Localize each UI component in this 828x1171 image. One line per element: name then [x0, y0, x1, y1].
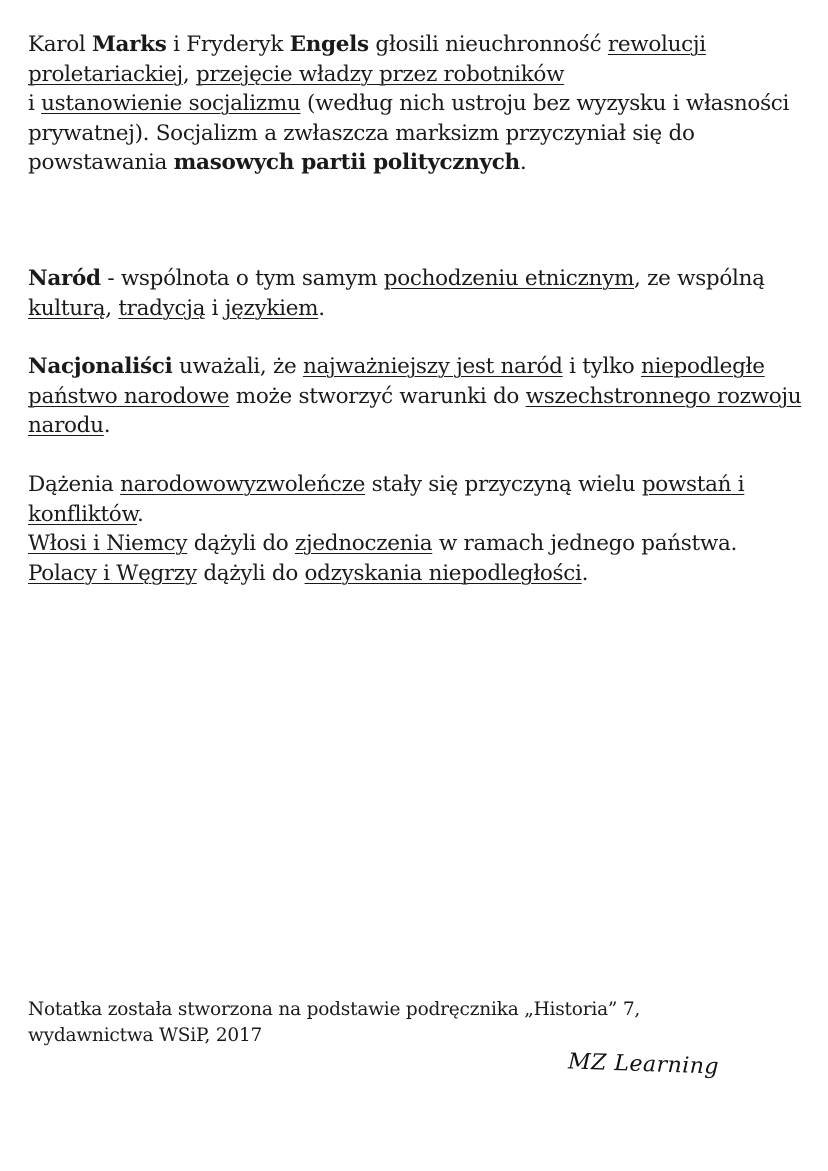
underlined-term: tradycją — [118, 295, 206, 321]
text: i — [28, 91, 42, 116]
underlined-term: narodowowyzwoleńcze — [120, 472, 366, 497]
text: w ramach jednego państwa. — [432, 531, 738, 556]
underlined-term: zjednoczenia — [294, 531, 433, 556]
text: Karol — [28, 32, 93, 57]
text: . — [103, 413, 111, 438]
source-note — [28, 997, 803, 1049]
underlined-term: wszechstronnego rozwoju narodu — [28, 383, 802, 438]
text: , ze wspólną — [634, 266, 765, 291]
bold-term: masowych partii politycznych — [173, 150, 520, 175]
text: i Fryderyk — [166, 32, 290, 57]
underlined-term: pochodzeniu etnicznym — [383, 266, 635, 291]
author-signature: MZ Learning — [567, 1049, 720, 1080]
paragraph-nacjonalisci — [28, 352, 803, 441]
text: - wspólnota o tym samym — [100, 266, 384, 291]
text: uważali, że — [172, 354, 303, 379]
underlined-term: ustanowienie socjalizmu — [41, 91, 301, 116]
text: stały się przyczyną wielu — [365, 472, 642, 497]
underlined-term: odzyskania niepodległości — [304, 560, 582, 586]
underlined-term: językiem — [224, 295, 319, 321]
text: dążyli do — [187, 531, 295, 556]
paragraph-text — [28, 264, 803, 323]
underlined-term: niepodległe państwo narodowe — [28, 354, 765, 409]
text: , — [182, 61, 196, 87]
paragraph-dazenia — [28, 470, 803, 588]
underlined-term: najważniejszy jest naród — [302, 354, 563, 379]
paragraph-line — [28, 559, 803, 589]
text: głosili nieuchronność — [368, 32, 608, 57]
source-note-line: Notatka została stworzona na podstawie podręcznika „Historia” 7, — [28, 999, 641, 1020]
bold-term: Naród — [28, 266, 101, 291]
text: . — [318, 295, 325, 321]
underlined-term: przejęcie władzy przez robotników — [195, 61, 565, 87]
text: Dążenia — [28, 472, 121, 497]
paragraph-line — [28, 529, 803, 559]
source-note-line: wydawnictwa WSiP, 2017 — [28, 1025, 263, 1046]
text: i tylko — [562, 354, 641, 379]
text: i — [205, 295, 225, 321]
paragraph-text — [28, 352, 803, 441]
underlined-term: rewolucji proletariackiej — [28, 32, 706, 87]
bold-term: Nacjonaliści — [28, 354, 173, 379]
text: (według nich ustroju bez wyzysku i własności prywatnej). Socjalizm a zwłaszcza marksizm przyczyniał się do powstawania — [28, 91, 790, 175]
paragraph-text — [28, 30, 803, 178]
text: . — [581, 560, 589, 586]
underlined-term: powstań i konfliktów — [28, 472, 745, 527]
text: dążyli do — [196, 560, 305, 586]
paragraph-narod — [28, 264, 803, 323]
bold-engels: Engels — [289, 32, 369, 57]
underlined-term: Polacy i Węgrzy — [28, 560, 197, 586]
text: . — [137, 501, 144, 527]
text: . — [519, 150, 527, 175]
text: może stworzyć warunki do — [229, 383, 526, 409]
underlined-term: Włosi i Niemcy — [28, 531, 188, 556]
bold-marks: Marks — [92, 32, 167, 57]
paragraph-marks-engels — [28, 30, 803, 178]
paragraph-line — [28, 470, 803, 529]
text: , — [105, 295, 119, 321]
underlined-term: kulturą — [28, 295, 106, 321]
